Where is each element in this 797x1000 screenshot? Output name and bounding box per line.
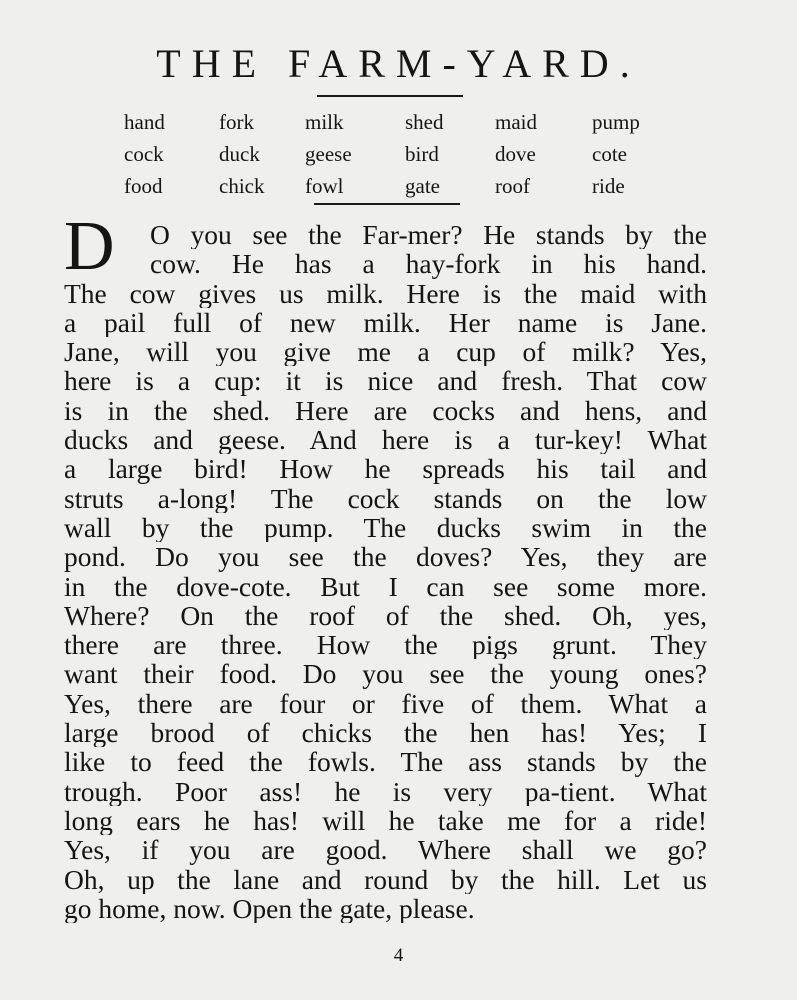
vocabulary-word: bird: [405, 142, 439, 166]
text-line: wall by the pump. The ducks swim in the: [64, 512, 707, 543]
vocabulary-word: ride: [592, 174, 625, 198]
vocabulary-word: fowl: [305, 174, 344, 198]
text-line: trough. Poor ass! he is very pa-tient. What: [64, 776, 707, 806]
text-line: cow. He has a hay-fork in his hand.: [150, 249, 707, 279]
text-line: large brood of chicks the hen has! Yes; I: [64, 718, 707, 748]
vocabulary-row: [124, 170, 684, 202]
page-number: 4: [393, 945, 404, 966]
vocabulary-table: [124, 106, 684, 202]
text-line: Oh, up the lane and round by the hill. Let us: [64, 864, 707, 894]
text-line: want their food. Do you see the young ones?: [64, 659, 707, 689]
text-line: pond. Do you see the doves? Yes, they are: [64, 542, 707, 572]
vocabulary-word: gate: [405, 174, 440, 198]
vocabulary-word: duck: [219, 142, 260, 166]
text-line: Yes, if you are good. Where shall we go?: [64, 835, 707, 865]
text-line: in the dove-cote. But I can see some more.: [64, 571, 707, 601]
text-line: is in the shed. Here are cocks and hens, and: [64, 395, 707, 426]
text-line: Jane, will you give me a cup of milk? Yes,: [64, 337, 707, 367]
vocabulary-rule: [314, 203, 460, 205]
vocabulary-word: food: [124, 174, 163, 198]
text-line: a large bird! How he spreads his tail and: [64, 454, 707, 484]
text-line: ducks and geese. And here is a tur-key! What: [64, 425, 707, 455]
vocabulary-word: milk: [305, 110, 344, 134]
vocabulary-word: roof: [495, 174, 530, 198]
vocabulary-word: hand: [124, 110, 165, 134]
vocabulary-word: geese: [305, 142, 352, 166]
vocabulary-word: cote: [592, 142, 627, 166]
vocabulary-row: [124, 138, 684, 170]
vocabulary-word: shed: [405, 110, 444, 134]
text-line: Yes, there are four or five of them. What a: [64, 688, 707, 719]
text-line: like to feed the fowls. The ass stands by the: [64, 747, 707, 777]
title-rule: [317, 95, 463, 97]
drop-cap: D: [64, 208, 115, 285]
page-title: THE FARM-YARD.: [156, 41, 641, 86]
story-text: [64, 220, 707, 923]
text-line: there are three. How the pigs grunt. They: [64, 630, 707, 660]
vocabulary-word: pump: [592, 110, 640, 134]
vocabulary-word: maid: [495, 110, 537, 134]
text-line: O you see the Far-mer? He stands by the: [150, 220, 707, 250]
text-line: struts a-long! The cock stands on the low: [64, 483, 707, 513]
text-line: here is a cup: it is nice and fresh. That cow: [64, 366, 707, 396]
vocabulary-word: dove: [495, 142, 536, 166]
text-line: Where? On the roof of the shed. Oh, yes,: [64, 600, 707, 631]
text-line: a pail full of new milk. Her name is Jane.: [64, 307, 707, 338]
text-line: go home, now. Open the gate, please.: [64, 893, 475, 924]
vocabulary-word: chick: [219, 174, 265, 198]
text-line: The cow gives us milk. Here is the maid with: [64, 278, 707, 308]
vocabulary-word: cock: [124, 142, 164, 166]
vocabulary-row: [124, 106, 684, 138]
text-line: long ears he has! will he take me for a ride!: [64, 805, 707, 836]
vocabulary-word: fork: [219, 110, 254, 134]
